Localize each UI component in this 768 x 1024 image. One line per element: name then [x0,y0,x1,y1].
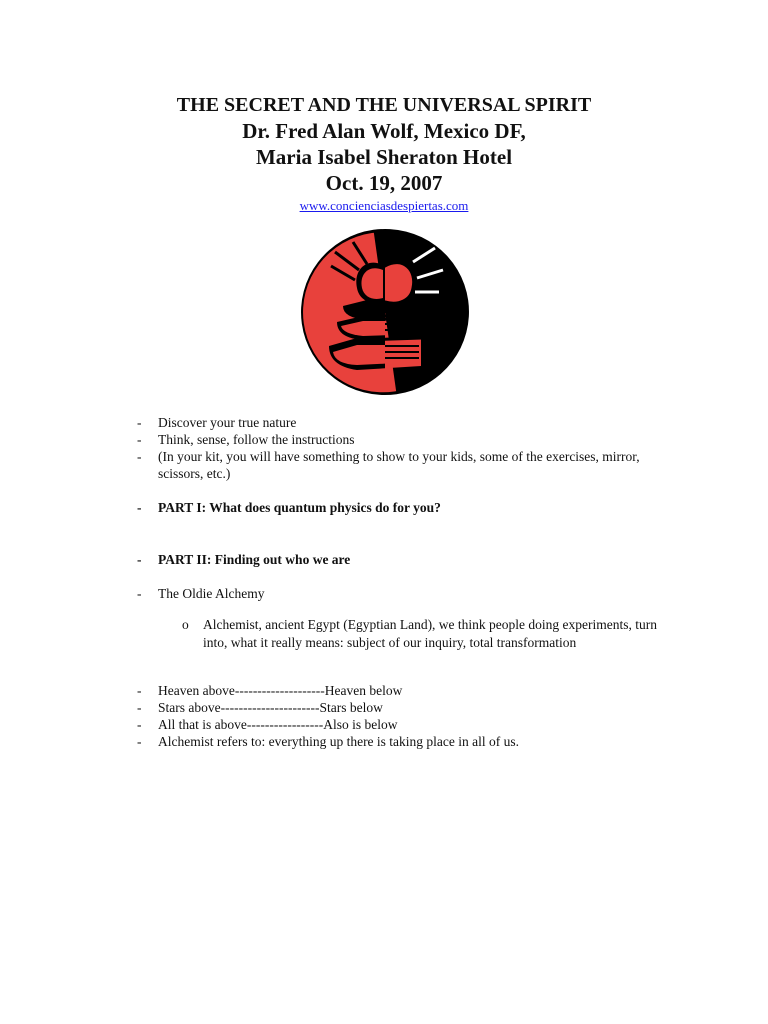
list-item [137,414,657,431]
list-item [137,682,657,699]
list-item-text: Discover your true nature [158,415,297,430]
venue-line: Maria Isabel Sheraton Hotel [255,145,513,169]
part-two-text: PART II: Finding out who we are [158,552,351,567]
bullet-dash: - [137,415,142,430]
alchemy-sub-item [182,616,657,652]
alchemy-heading-text: The Oldie Alchemy [158,586,265,601]
list-item-text: Stars above----------------------Stars below [158,700,383,715]
bullet-dash: - [137,717,142,732]
document-header [0,92,768,215]
date-line: Oct. 19, 2007 [325,171,443,195]
document-body [137,414,657,750]
bullet-dash: - [137,552,142,567]
document-title: THE SECRET AND THE UNIVERSAL SPIRIT [176,94,592,116]
bullet-dash: - [137,432,142,447]
list-item [137,448,657,482]
bullet-dash: - [137,500,142,515]
list-item [137,733,657,750]
part-two-heading [137,551,657,568]
list-item-text: All that is above-----------------Also is below [158,717,398,732]
author-line: Dr. Fred Alan Wolf, Mexico DF, [242,119,526,143]
sub-bullet-marker: o [182,616,189,632]
bullet-dash: - [137,683,142,698]
list-item-text: (In your kit, you will have something to show to your kids, some of the exercises, mirror, scissors, etc.) [158,449,640,481]
list-item [137,699,657,716]
part-one-heading [137,499,657,516]
bullet-dash: - [137,449,142,464]
alchemy-heading [137,585,657,602]
website-link[interactable]: www.concienciasdespiertas.com [299,198,469,213]
list-item-text: Alchemist refers to: everything up there is taking place in all of us. [158,734,520,749]
part-one-text: PART I: What does quantum physics do for you? [158,500,441,515]
bullet-dash: - [137,734,142,749]
list-item-text: Heaven above--------------------Heaven below [158,683,403,698]
bullet-dash: - [137,586,142,601]
list-item [137,716,657,733]
list-item-text: Think, sense, follow the instructions [158,432,355,447]
list-item [137,431,657,448]
alchemy-sub-text: Alchemist, ancient Egypt (Egyptian Land), we think people doing experiments, turn into, what it really means: subject of our inquiry, total transformation [203,616,658,650]
bullet-dash: - [137,700,142,715]
apple-on-books-icon [297,226,473,398]
